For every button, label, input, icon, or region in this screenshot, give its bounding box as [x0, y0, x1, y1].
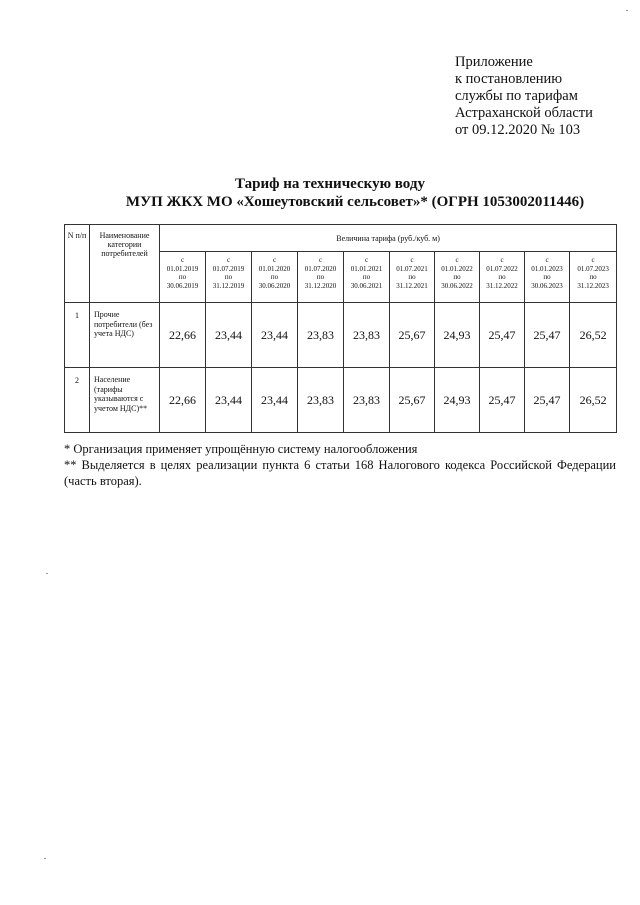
tariff-value: 23,44 [252, 303, 298, 368]
period-header: с 01.01.2022 по 30.06.2022 [435, 252, 480, 303]
tariff-value: 23,83 [344, 303, 390, 368]
tariff-table [64, 224, 617, 433]
period-header: с 01.01.2023 по 30.06.2023 [525, 252, 570, 303]
tariff-value: 25,67 [390, 303, 435, 368]
footnote-1: * Организация применяет упрощённую систему налогообложения [64, 442, 418, 456]
tariff-value: 25,47 [525, 303, 570, 368]
tariff-value: 23,44 [252, 368, 298, 433]
period-header: с 01.07.2020 по 31.12.2020 [298, 252, 344, 303]
period-header: с 01.07.2022 по 31.12.2022 [480, 252, 525, 303]
tariff-value: 26,52 [570, 368, 617, 433]
table-header-row [65, 225, 617, 252]
document-title [0, 175, 640, 211]
period-header: с 01.01.2021 по 30.06.2021 [344, 252, 390, 303]
tariff-value: 23,83 [344, 368, 390, 433]
tariff-value: 25,47 [525, 368, 570, 433]
tariff-value: 26,52 [570, 303, 617, 368]
appendix-line: Астраханской области [455, 105, 593, 121]
tariff-value: 24,93 [435, 368, 480, 433]
row-category: Прочие потребители (без учета НДС) [90, 303, 160, 368]
period-header: с 01.07.2021 по 31.12.2021 [390, 252, 435, 303]
scan-speck [626, 10, 628, 11]
title-line-2: МУП ЖКХ МО «Хошеутовский сельсовет»* (ОГРН 1053002011446) [125, 194, 585, 210]
tariff-value: 24,93 [435, 303, 480, 368]
appendix-line: Приложение [455, 54, 533, 70]
appendix-block [455, 54, 630, 139]
appendix-line: к постановлению [455, 71, 563, 87]
appendix-line: от 09.12.2020 № 103 [455, 122, 581, 138]
row-number: 1 [65, 303, 90, 368]
period-header: с 01.07.2023 по 31.12.2023 [570, 252, 617, 303]
tariff-value: 25,47 [480, 303, 525, 368]
appendix-line: службы по тарифам [455, 88, 578, 104]
tariff-value: 22,66 [160, 303, 206, 368]
tariff-value: 22,66 [160, 368, 206, 433]
scan-speck [44, 858, 46, 859]
tariff-value: 23,83 [298, 303, 344, 368]
table-row [65, 368, 617, 433]
row-number: 2 [65, 368, 90, 433]
tariff-value: 25,67 [390, 368, 435, 433]
title-line-1: Тариф на техническую воду [235, 176, 425, 192]
scan-speck [46, 573, 48, 574]
period-header: с 01.01.2019 по 30.06.2019 [160, 252, 206, 303]
header-tariff-group: Величина тарифа (руб./куб. м) [160, 225, 617, 252]
tariff-value: 23,83 [298, 368, 344, 433]
tariff-value: 25,47 [480, 368, 525, 433]
period-header: с 01.01.2020 по 30.06.2020 [252, 252, 298, 303]
tariff-value: 23,44 [206, 368, 252, 433]
footnote-2: ** Выделяется в целях реализации пункта 6 статьи 168 Налогового кодекса Российской Федерации (часть вторая). [64, 458, 616, 488]
header-category: Наименование категории потребителей [90, 225, 160, 303]
footnotes [64, 441, 616, 489]
table-row [65, 303, 617, 368]
tariff-value: 23,44 [206, 303, 252, 368]
header-number: N п/п [65, 225, 90, 303]
period-header: с 01.07.2019 по 31.12.2019 [206, 252, 252, 303]
row-category: Население (тарифы указываются с учетом НДС)** [90, 368, 160, 433]
